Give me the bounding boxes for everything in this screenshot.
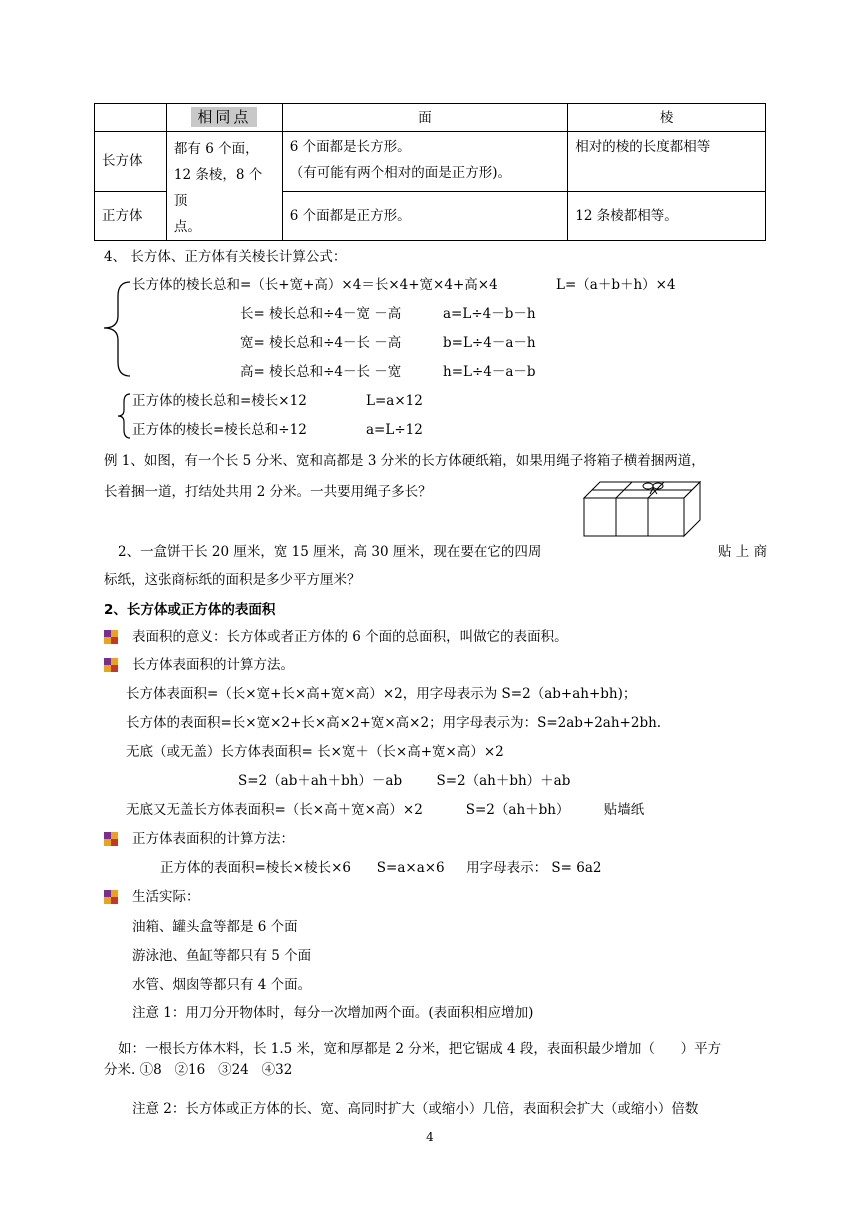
brace-small bbox=[114, 390, 134, 442]
cube-method-heading: 正方体表面积的计算方法： bbox=[132, 831, 294, 847]
cuboid-area-line: 无底又无盖长方体表面积=（长×高＋宽×高）×2 S=2（ah＋bh） 贴墙纸 bbox=[126, 802, 645, 818]
brace-large bbox=[96, 276, 136, 380]
common-cell bbox=[166, 132, 282, 241]
cube-edge-cell: 12 条棱都相等。 bbox=[568, 191, 766, 240]
cuboid-area-line: 长方体的表面积=长×宽×2+长×高×2+宽×高×2；用字母表示为：S=2ab+2ah+2bh. bbox=[126, 715, 662, 731]
comparison-table bbox=[94, 103, 766, 241]
height-formula: 高= 棱长总和÷4－长 －宽 bbox=[240, 364, 402, 380]
note1: 注意 1：用刀分开物体时，每分一次增加两个面。(表面积相应增加) bbox=[132, 1005, 534, 1021]
life-line: 游泳池、鱼缸等都只有 5 个面 bbox=[132, 948, 312, 964]
row-name-cube: 正方体 bbox=[95, 191, 167, 240]
length-formula: 长= 棱长总和÷4－宽 －高 bbox=[240, 306, 402, 322]
life-line: 水管、烟囱等都只有 4 个面。 bbox=[132, 977, 312, 993]
example1-line2: 长着捆一道，打结处共用 2 分米。一共要用绳子多长？ bbox=[104, 484, 432, 500]
example2-line1: 2、一盒饼干长 20 厘米，宽 15 厘米，高 30 厘米，现在要在它的四周 bbox=[118, 544, 542, 560]
example1-line1: 例 1、如图，有一个长 5 分米、宽和高都是 3 分米的长方体硬纸箱，如果用绳子将箱子横着捆两道， bbox=[104, 453, 705, 469]
cuboid-face-cell bbox=[282, 132, 568, 192]
length-letters: a=L÷4－b－h bbox=[443, 306, 536, 322]
bullet-icon bbox=[104, 832, 118, 846]
common-line: 点。 bbox=[173, 219, 201, 235]
width-letters: b=L÷4－a－h bbox=[443, 335, 536, 351]
page-number: 4 bbox=[426, 1130, 434, 1144]
table-header-common: 相同点 bbox=[166, 104, 282, 132]
example-line2: 分米. ①8 ②16 ③24 ④32 bbox=[104, 1062, 293, 1078]
life-heading: 生活实际： bbox=[132, 889, 200, 905]
row-name-cuboid: 长方体 bbox=[95, 132, 167, 192]
table-header-edge: 棱 bbox=[568, 104, 766, 132]
section2-title: 2、长方体或正方体的表面积 bbox=[104, 602, 276, 618]
cube-area-line: 正方体的表面积=棱长×棱长×6 S=a×a×6 用字母表示： S= 6a2 bbox=[160, 860, 602, 876]
example-line1: 如：一根长方体木料，长 1.5 米，宽和厚都是 2 分米，把它锯成 4 段，表面积最少增加（ ）平方 bbox=[118, 1041, 722, 1057]
bullet-icon bbox=[104, 890, 118, 904]
cube-edge-letters: a=L÷12 bbox=[366, 422, 423, 438]
cuboid-total-letters: L=（a＋b＋h）×4 bbox=[556, 277, 676, 293]
example2-line1-end: 贴 上 商 bbox=[718, 544, 768, 560]
table-header-empty bbox=[95, 104, 167, 132]
note2: 注意 2：长方体或正方体的长、宽、高同时扩大（或缩小）几倍，表面积会扩大（或缩小）倍数 bbox=[132, 1101, 699, 1117]
cuboid-edge-cell: 相对的棱的长度都相等 bbox=[568, 132, 766, 192]
cube-face-cell: 6 个面都是正方形。 bbox=[282, 191, 568, 240]
width-formula: 宽= 棱长总和÷4－长 －高 bbox=[240, 335, 402, 351]
cuboid-total-formula: 长方体的棱长总和=（长+宽+高）×4＝长×4+宽×4+高×4 bbox=[132, 277, 498, 293]
cube-total-formula: 正方体的棱长总和=棱长×12 bbox=[132, 393, 307, 409]
height-letters: h=L÷4－a－b bbox=[443, 364, 536, 380]
cuboid-area-line: 长方体表面积=（长×宽+长×高+宽×高）×2，用字母表示为 S=2（ab+ah+bh)； bbox=[126, 686, 637, 702]
tied-box-figure bbox=[580, 476, 702, 538]
cuboid-area-line: 无底（或无盖）长方体表面积= 长×宽＋（长×高+宽×高）×2 bbox=[126, 744, 504, 760]
bullet-icon bbox=[104, 658, 118, 672]
life-line: 油箱、罐头盒等都是 6 个面 bbox=[132, 919, 298, 935]
cuboid-method-heading: 长方体表面积的计算方法。 bbox=[132, 657, 294, 673]
common-line: 都有 6 个面， bbox=[173, 141, 259, 157]
cuboid-face-line: （有可能有两个相对的面是正方形)。 bbox=[289, 165, 512, 181]
cube-edge-formula: 正方体的棱长=棱长总和÷12 bbox=[132, 422, 307, 438]
bullet-icon bbox=[104, 630, 118, 644]
example2-line2: 标纸，这张商标纸的面积是多少平方厘米？ bbox=[104, 572, 361, 588]
cuboid-area-line: S=2（ab＋ah＋bh）－ab S=2（ah＋bh）＋ab bbox=[238, 773, 571, 789]
section4-title: 4、 长方体、正方体有关棱长计算公式： bbox=[104, 249, 347, 265]
cuboid-face-line: 6 个面都是长方形。 bbox=[289, 139, 411, 155]
table-header-face: 面 bbox=[282, 104, 568, 132]
common-line: 12 条棱，8 个顶 bbox=[173, 167, 263, 209]
surface-area-meaning: 表面积的意义：长方体或者正方体的 6 个面的总面积，叫做它的表面积。 bbox=[132, 629, 568, 645]
cube-total-letters: L=a×12 bbox=[366, 393, 423, 409]
